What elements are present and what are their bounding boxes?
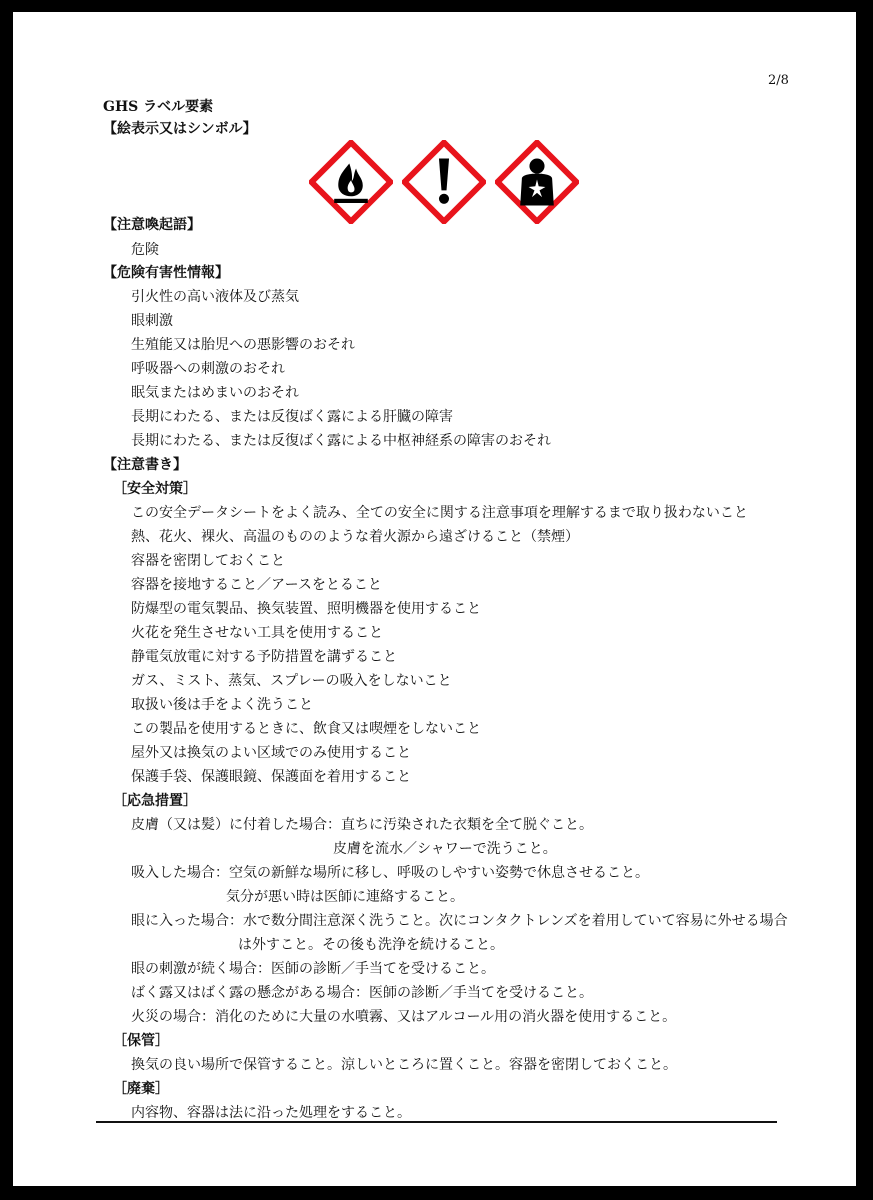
safety-statement: ガス、ミスト、蒸気、スプレーの吸入をしないこと xyxy=(131,673,452,689)
safety-statement: 容器を接地すること／アースをとること xyxy=(131,577,382,593)
safety-statement: 取扱い後は手をよく洗うこと xyxy=(131,697,313,713)
safety-statement: 火花を発生させない工具を使用すること xyxy=(131,625,383,641)
hazard-statement: 眼刺激 xyxy=(131,313,173,329)
signal-word-heading: 【注意喚起語】 xyxy=(103,217,201,233)
document-page xyxy=(13,12,856,1186)
hazard-statement: 引火性の高い液体及び蒸気 xyxy=(131,289,299,305)
safety-statement: 熱、花火、裸火、高温のもののような着火源から遠ざけること（禁煙） xyxy=(131,529,579,545)
safety-statement: 容器を密閉しておくこと xyxy=(131,553,285,569)
footer-rule xyxy=(96,1121,777,1123)
first-aid-line: 気分が悪い時は医師に連絡すること。 xyxy=(226,889,464,905)
health-hazard-icon xyxy=(495,140,579,224)
first-aid-line: 眼の刺激が続く場合：医師の診断／手当てを受けること。 xyxy=(131,961,495,977)
first-aid-line: 皮膚（又は髪）に付着した場合：直ちに汚染された衣類を全て脱ぐこと。 xyxy=(131,817,593,833)
storage-text: 換気の良い場所で保管すること。涼しいところに置くこと。容器を密閉しておくこと。 xyxy=(131,1057,677,1073)
flame-icon xyxy=(309,140,393,224)
signal-word: 危険 xyxy=(131,242,159,258)
first-aid-heading: ［応急措置］ xyxy=(113,793,197,809)
safety-statement: 保護手袋、保護眼鏡、保護面を着用すること xyxy=(131,769,411,785)
page-number: 2/8 xyxy=(768,73,789,88)
first-aid-line: 皮膚を流水／シャワーで洗うこと。 xyxy=(333,841,557,857)
section-title: GHS ラベル要素 xyxy=(103,99,214,115)
storage-heading: ［保管］ xyxy=(113,1033,169,1049)
pictogram-heading: 【絵表示又はシンボル】 xyxy=(103,121,257,137)
disposal-text: 内容物、容器は法に沿った処理をすること。 xyxy=(131,1105,411,1121)
first-aid-line: 火災の場合：消化のために大量の水噴霧、又はアルコール用の消火器を使用すること。 xyxy=(131,1009,677,1025)
first-aid-line: は外すこと。その後も洗浄を続けること。 xyxy=(238,937,504,953)
first-aid-line: ばく露又はばく露の懸念がある場合：医師の診断／手当てを受けること。 xyxy=(131,985,593,1001)
safety-statement: この製品を使用するときに、飲食又は喫煙をしないこと xyxy=(131,721,481,737)
exclamation-mark-icon xyxy=(402,140,486,224)
first-aid-line: 眼に入った場合：水で数分間注意深く洗うこと。次にコンタクトレンズを着用していて容易に外せる場合 xyxy=(131,913,788,929)
hazard-heading: 【危険有害性情報】 xyxy=(103,265,229,281)
hazard-statement: 呼吸器への刺激のおそれ xyxy=(131,361,285,377)
safety-statement: 防爆型の電気製品、換気装置、照明機器を使用すること xyxy=(131,601,481,617)
safety-heading: ［安全対策］ xyxy=(113,481,197,497)
safety-statement: 屋外又は換気のよい区域でのみ使用すること xyxy=(131,745,411,761)
safety-statement: 静電気放電に対する予防措置を講ずること xyxy=(131,649,397,665)
disposal-heading: ［廃棄］ xyxy=(113,1081,169,1097)
safety-statement: この安全データシートをよく読み、全ての安全に関する注意事項を理解するまで取り扱わないこと xyxy=(131,505,748,521)
hazard-statement: 眠気またはめまいのおそれ xyxy=(131,385,299,401)
first-aid-line: 吸入した場合：空気の新鮮な場所に移し、呼吸のしやすい姿勢で休息させること。 xyxy=(131,865,649,881)
precaution-heading: 【注意書き】 xyxy=(103,457,187,473)
hazard-statement: 長期にわたる、または反復ばく露による肝臓の障害 xyxy=(131,409,453,425)
hazard-statement: 生殖能又は胎児への悪影響のおそれ xyxy=(131,337,355,353)
hazard-statement: 長期にわたる、または反復ばく露による中枢神経系の障害のおそれ xyxy=(131,433,551,449)
